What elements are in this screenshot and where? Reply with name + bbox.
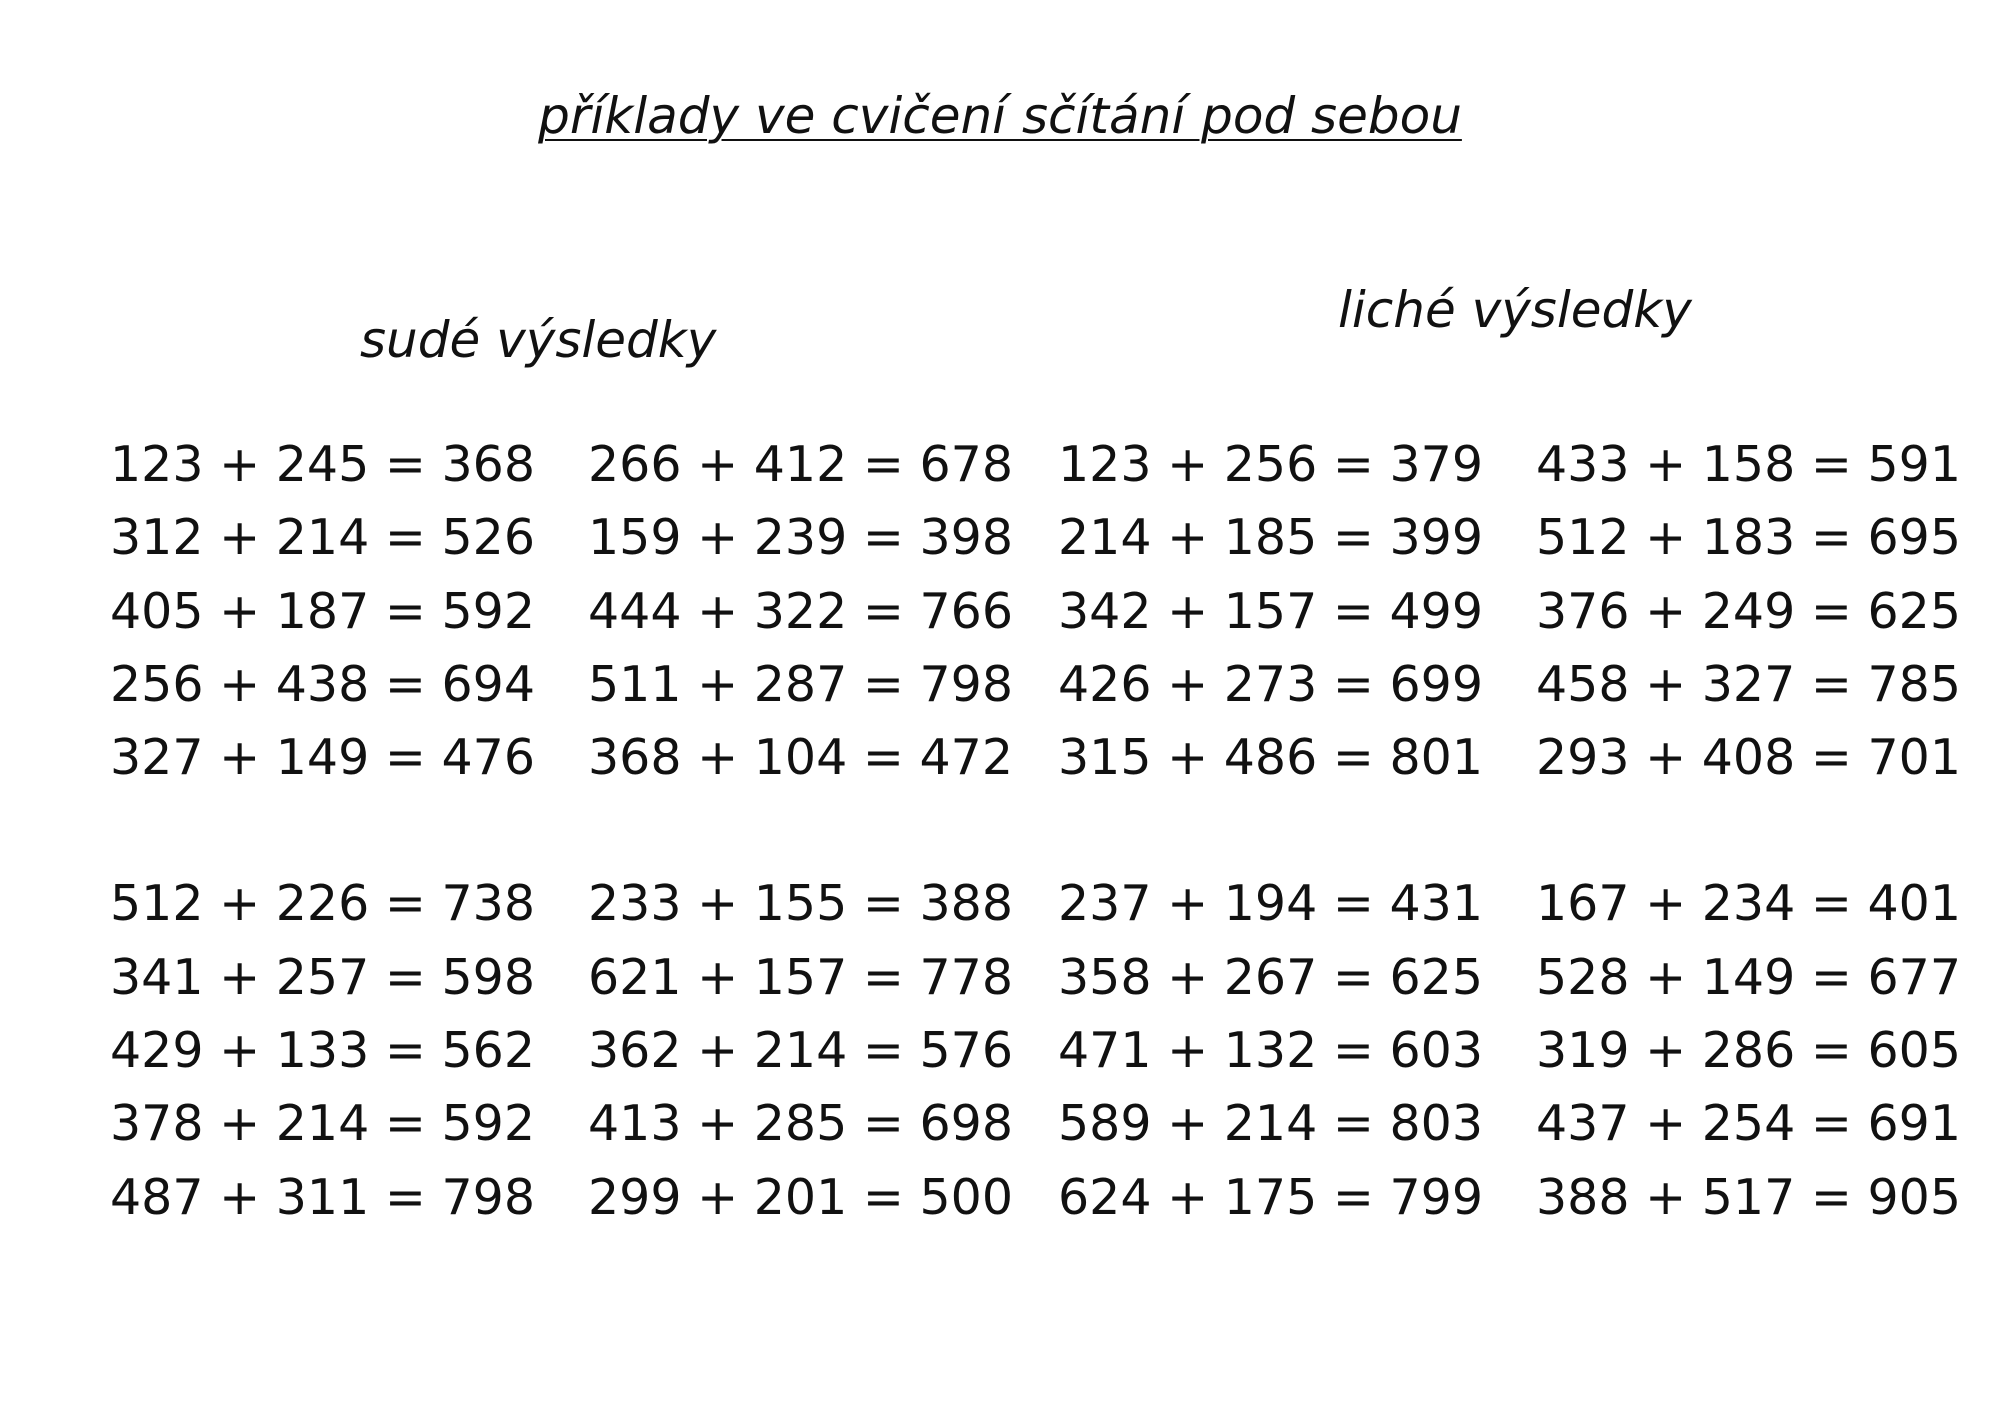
addition-exercise: 388 + 517 = 905: [1536, 1168, 1961, 1226]
addition-exercise: 315 + 486 = 801: [1058, 729, 1483, 787]
addition-exercise: 511 + 287 = 798: [588, 655, 1013, 713]
addition-exercise: 624 + 175 = 799: [1058, 1168, 1483, 1226]
exercise-column-4: [1536, 428, 1961, 1234]
addition-exercise: 293 + 408 = 701: [1536, 729, 1961, 787]
addition-exercise: 327 + 149 = 476: [110, 729, 535, 787]
addition-exercise: 312 + 214 = 526: [110, 509, 535, 567]
addition-exercise: 233 + 155 = 388: [588, 875, 1013, 933]
addition-exercise: 159 + 239 = 398: [588, 509, 1013, 567]
addition-exercise: 341 + 257 = 598: [110, 948, 535, 1006]
exercise-group: [1536, 867, 1961, 1233]
addition-exercise: 123 + 256 = 379: [1058, 436, 1483, 493]
addition-exercise: 362 + 214 = 576: [588, 1022, 1013, 1080]
addition-exercise: 589 + 214 = 803: [1058, 1095, 1483, 1153]
addition-exercise: 413 + 285 = 698: [588, 1095, 1013, 1153]
addition-exercise: 376 + 249 = 625: [1536, 582, 1961, 640]
exercise-group: [1058, 867, 1483, 1233]
addition-exercise: 123 + 245 = 368: [110, 436, 535, 493]
addition-exercise: 237 + 194 = 431: [1058, 875, 1483, 933]
addition-exercise: 378 + 214 = 592: [110, 1095, 535, 1153]
addition-exercise: 266 + 412 = 678: [588, 436, 1013, 493]
exercise-column-1: [110, 428, 535, 1234]
exercise-group: [588, 867, 1013, 1233]
addition-exercise: 342 + 157 = 499: [1058, 582, 1483, 640]
addition-exercise: 444 + 322 = 766: [588, 582, 1013, 640]
addition-exercise: 167 + 234 = 401: [1536, 875, 1961, 933]
addition-exercise: 621 + 157 = 778: [588, 948, 1013, 1006]
addition-exercise: 299 + 201 = 500: [588, 1168, 1013, 1226]
exercise-column-3: [1058, 428, 1483, 1234]
heading-odd-results: liché výsledky: [1338, 281, 1692, 339]
addition-exercise: 512 + 183 = 695: [1536, 509, 1961, 567]
addition-exercise: 458 + 327 = 785: [1536, 655, 1961, 713]
addition-exercise: 528 + 149 = 677: [1536, 948, 1961, 1006]
addition-exercise: 433 + 158 = 591: [1536, 436, 1961, 493]
addition-exercise: 437 + 254 = 691: [1536, 1095, 1961, 1153]
exercise-group: [110, 428, 535, 794]
addition-exercise: 405 + 187 = 592: [110, 582, 535, 640]
addition-exercise: 487 + 311 = 798: [110, 1168, 535, 1226]
addition-exercise: 426 + 273 = 699: [1058, 655, 1483, 713]
addition-exercise: 214 + 185 = 399: [1058, 509, 1483, 567]
addition-exercise: 471 + 132 = 603: [1058, 1022, 1483, 1080]
addition-exercise: 256 + 438 = 694: [110, 655, 535, 713]
addition-exercise: 512 + 226 = 738: [110, 875, 535, 933]
exercise-group: [588, 428, 1013, 794]
page-title: příklady ve cvičení sčítání pod sebou: [538, 87, 1462, 145]
exercise-group: [1536, 428, 1961, 794]
addition-exercise: 358 + 267 = 625: [1058, 948, 1483, 1006]
exercise-column-2: [588, 428, 1013, 1234]
exercise-group: [1058, 428, 1483, 794]
addition-exercise: 319 + 286 = 605: [1536, 1022, 1961, 1080]
addition-exercise: 368 + 104 = 472: [588, 729, 1013, 787]
exercise-group: [110, 867, 535, 1233]
addition-exercise: 429 + 133 = 562: [110, 1022, 535, 1080]
heading-even-results: sudé výsledky: [360, 311, 717, 369]
